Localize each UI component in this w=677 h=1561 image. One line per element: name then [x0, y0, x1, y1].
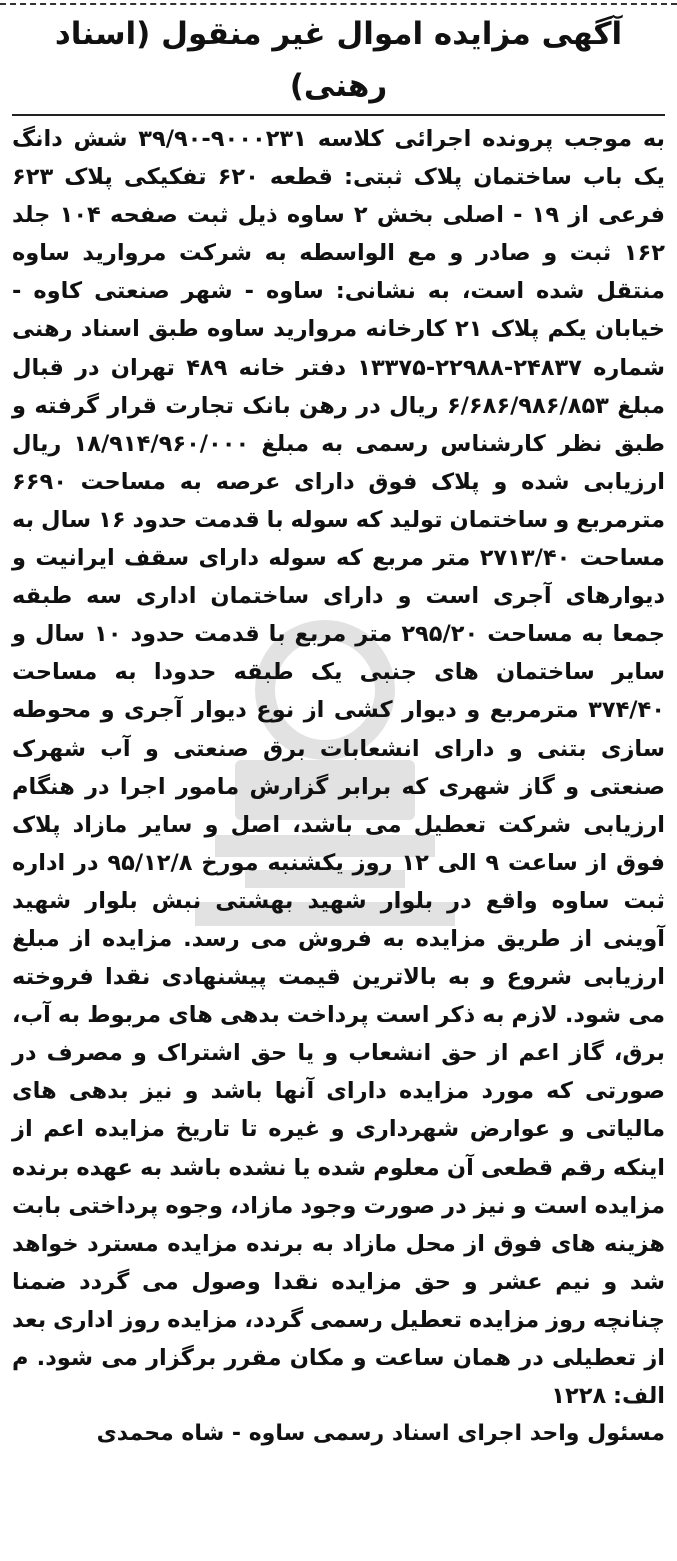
auction-notice: [12, 8, 665, 1453]
top-dashed-rule: [0, 0, 677, 7]
notice-title: آگهی مزایده اموال غیر منقول (اسناد رهنی): [12, 8, 665, 116]
notice-body: به موجب پرونده اجرائی کلاسه ۹۰۰۰۲۳۱-۳۹/۹۰ شش دانگ یک باب ساختمان پلاک ثبتی: قطعه ۶۲۰ تفکیکی پلاک ۶۲۳ فرعی از ۱۹ - اصلی بخش ۲ ساوه ذیل ثبت صفحه ۱۰۴ جلد ۱۶۲ ثبت و صادر و مع الواسطه به شرکت مروارید ساوه منتقل شده است، به نشانی: ساوه - شهر صنعتی کاوه - خیابان یکم پلاک ۲۱ کارخانه مروارید ساوه طبق اسناد رهنی شماره ۲۴۸۳۷-۲۲۹۸۸-۱۳۳۷۵ دفتر خانه ۴۸۹ تهران در قبال مبلغ ۶/۶۸۶/۹۸۶/۸۵۳ ریال در رهن بانک تجارت قرار گرفته و طبق نظر کارشناس رسمی به مبلغ ۱۸/۹۱۴/۹۶۰/۰۰۰ ریال ارزیابی شده و پلاک فوق دارای عرصه به مساحت ۶۶۹۰ مترمربع و ساختمان تولید که سوله با قدمت حدود ۱۶ سال به مساحت ۲۷۱۳/۴۰ متر مربع که سوله دارای سقف ایرانیت و دیوارهای آجری است و دارای ساختمان اداری سه طبقه جمعا به مساحت ۲۹۵/۲۰ متر مربع با قدمت حدود ۱۰ سال و سایر ساختمان های جنبی یک طبقه حدودا به مساحت ۳۷۴/۴۰ مترمربع و دیوار کشی از نوع دیوار آجری و محوطه سازی بتنی و دارای انشعابات برق صنعتی و آب شهرک صنعتی و گاز شهری که برابر گزارش مامور اجرا در هنگام ارزیابی شرکت تعطیل می باشد، اصل و سایر مازاد پلاک فوق از ساعت ۹ الی ۱۲ روز یکشنبه مورخ ۹۵/۱۲/۸ در اداره ثبت ساوه واقع در بلوار شهید بهشتی نبش بلوار شهید آوینی از طریق مزایده به فروش می رسد. مزایده از مبلغ ارزیابی شروع و به بالاترین قیمت پیشنهادی نقدا فروخته می شود. لازم به ذکر است پرداخت بدهی های مربوط به آب، برق، گاز اعم از حق انشعاب و یا حق اشتراک و مصرف در صورتی که مورد مزایده دارای آنها باشد و نیز بدهی های مالیاتی و عوارض شهرداری و غیره تا تاریخ مزایده اعم از اینکه رقم قطعی آن معلوم شده یا نشده باشد به عهده برنده مزایده است و نیز در صورت وجود مازاد، وجوه پرداختی بابت هزینه های فوق از محل مازاد به برنده مزایده مسترد خواهد شد و نیم عشر و حق مزایده نقدا وصول می گردد ضمنا چنانچه روز مزایده تعطیل رسمی گردد، مزایده روز اداری بعد از تعطیلی در همان ساعت و مکان مقرر برگزار می شود. م الف: ۱۲۲۸: [12, 126, 666, 1410]
notice-signature: مسئول واحد اجرای اسناد رسمی ساوه - شاه محمدی: [96, 1421, 665, 1447]
